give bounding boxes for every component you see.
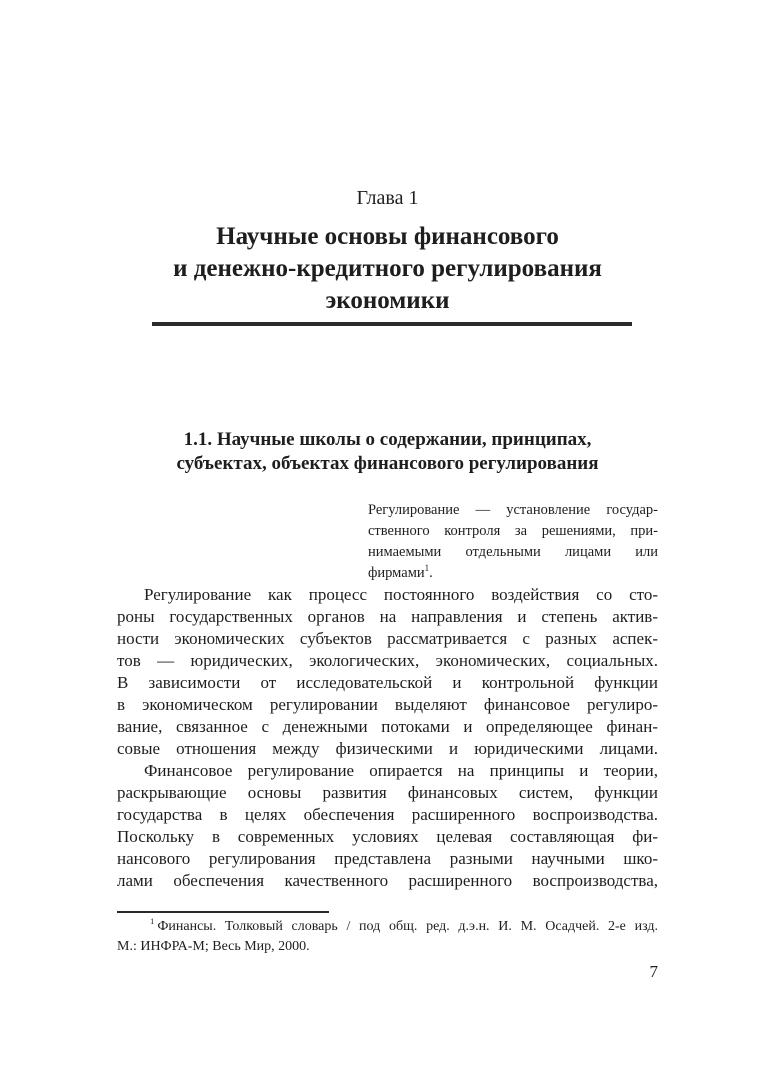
body-line: тов — юридических, экологических, экономических, социальных. [117, 651, 658, 670]
footnote-marker-superscript: 1 [150, 916, 155, 927]
chapter-title-line: Научные основы финансового [216, 223, 559, 250]
epigraph-line: ственного контроля за решениями, при- [368, 523, 658, 539]
epigraph-definition [368, 500, 658, 584]
chapter-label: Глава 1 [356, 187, 419, 209]
body-line: Финансовое регулирование опирается на принципы и теории, [144, 761, 658, 780]
epigraph-line: нимаемыми отдельными лицами или [368, 544, 658, 560]
footnote-text: Финансы. Толковый словарь / под общ. ред. д.э.н. И. М. Осадчей. 2-е изд. [157, 919, 658, 934]
chapter-title [117, 221, 658, 317]
epigraph-period: . [429, 565, 433, 581]
body-line: государства в целях обеспечения расширенного воспроизводства. [117, 805, 658, 824]
body-line: лами обеспечения качественного расширенного воспроизводства, [117, 871, 658, 890]
chapter-title-divider [152, 322, 632, 326]
footnote-divider [117, 911, 329, 913]
epigraph-line: Регулирование — установление государ- [368, 502, 658, 518]
chapter-title-line: экономики [325, 287, 450, 314]
footnote-reference-superscript: 1 [424, 563, 430, 574]
footnote [117, 917, 658, 956]
page-number: 7 [649, 962, 658, 981]
body-line: ности экономических субъектов рассматривается с разных аспек- [117, 629, 658, 648]
body-paragraph [117, 584, 658, 760]
epigraph-line [368, 563, 658, 584]
chapter-title-line: и денежно-кредитного регулирования [173, 255, 602, 282]
body-line: Поскольку в современных условиях целевая составляющая фи- [117, 827, 658, 846]
body-line: вание, связанное с денежными потоками и определяющее финан- [117, 717, 658, 736]
body-paragraph [117, 760, 658, 892]
body-line: совые отношения между физическими и юридическими лицами. [117, 739, 658, 758]
body-text [117, 584, 658, 892]
body-line: нансового регулирования представлена разными научными шко- [117, 849, 658, 868]
section-heading [117, 428, 658, 476]
section-heading-line: субъектах, объектах финансового регулирования [176, 453, 599, 474]
body-line: В зависимости от исследовательской и контрольной функции [117, 673, 658, 692]
section-heading-line: 1.1. Научные школы о содержании, принципах, [183, 429, 592, 450]
body-line: раскрывающие основы развития финансовых систем, функции [117, 783, 658, 802]
epigraph-last-word: фирмами [368, 565, 425, 581]
body-line: Регулирование как процесс постоянного воздействия со сто- [144, 585, 658, 604]
footnote-line: М.: ИНФРА-М; Весь Мир, 2000. [117, 938, 310, 954]
body-line: в экономическом регулировании выделяют финансовое регулиро- [117, 695, 658, 714]
footnote-line [117, 917, 658, 937]
body-line: роны государственных органов на направления и степень актив- [117, 607, 658, 626]
